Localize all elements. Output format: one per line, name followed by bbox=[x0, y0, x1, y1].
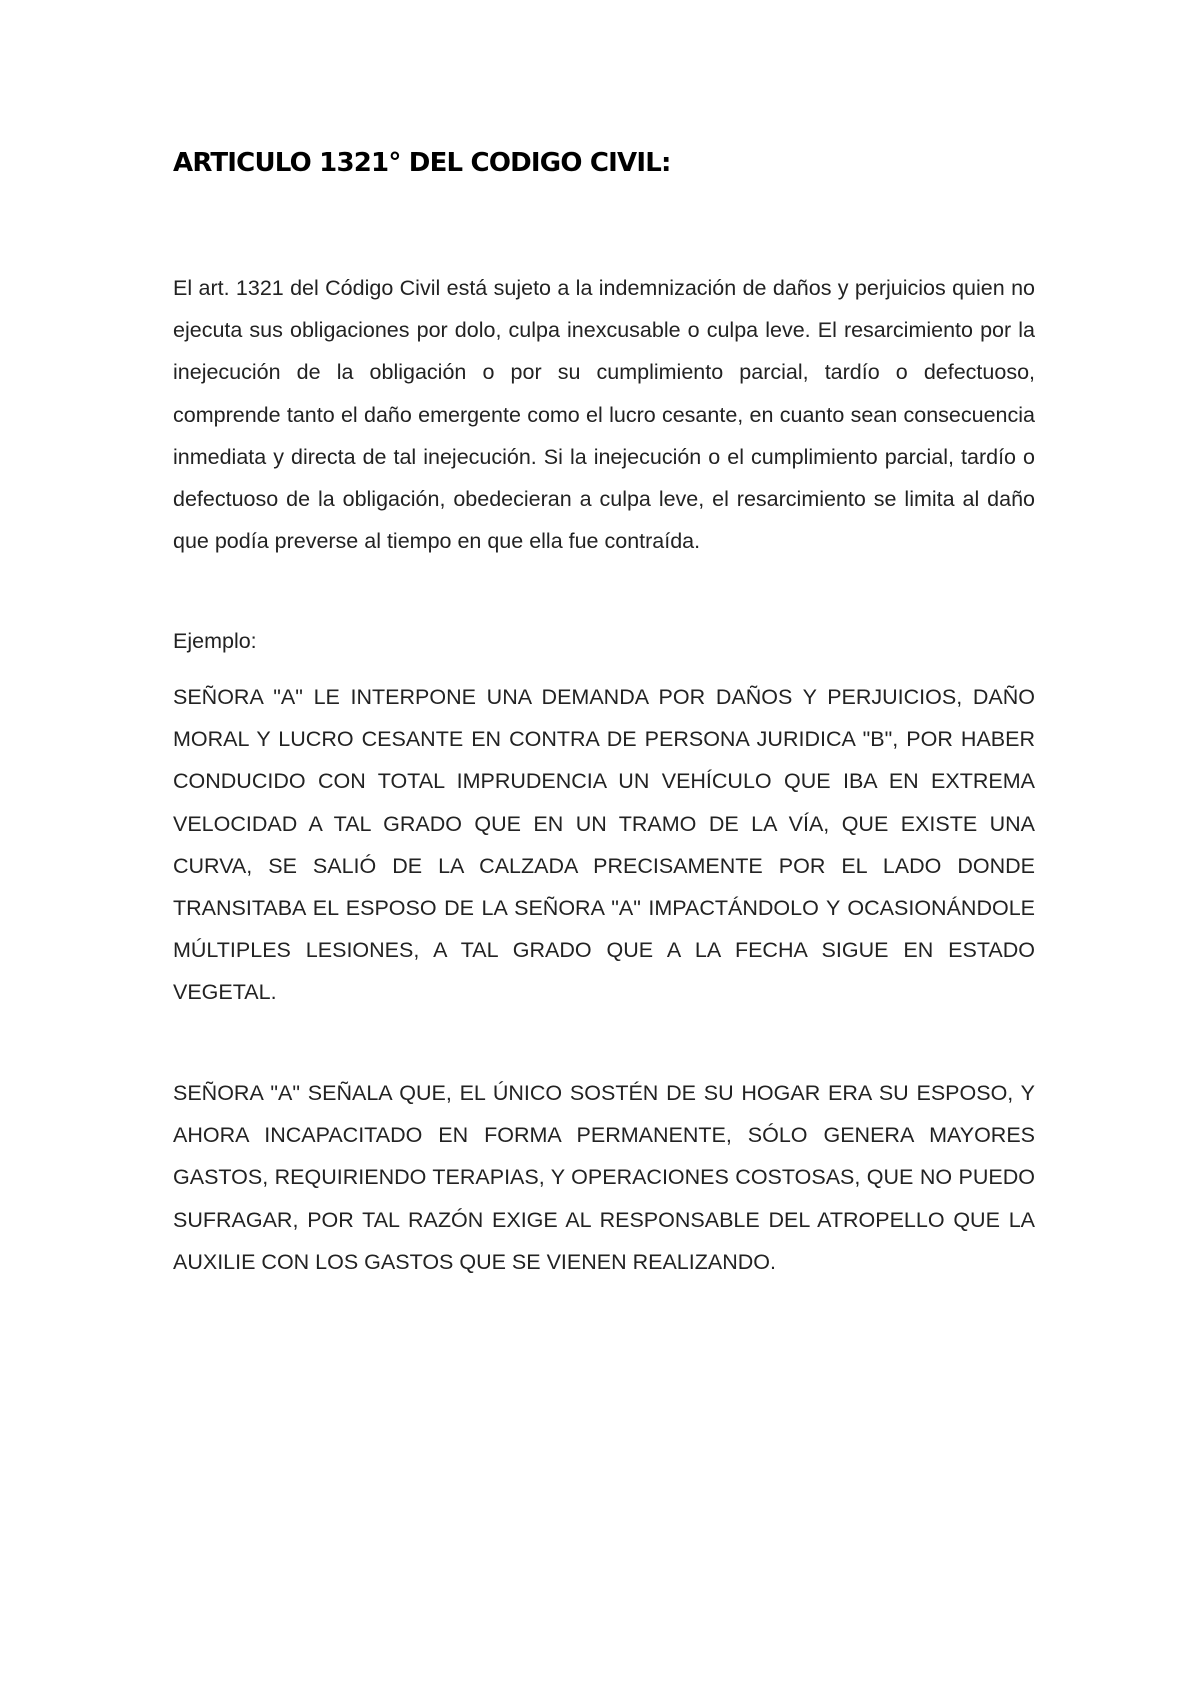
paragraph-example-case: SEÑORA "A" LE INTERPONE UNA DEMANDA POR DAÑOS Y PERJUICIOS, DAÑO MORAL Y LUCRO CESANTE EN CONTRA DE PERSONA JURIDICA "B", POR HABER CONDUCIDO CON TOTAL IMPRUDENCIA UN VEHÍCULO QUE IBA EN EXTREMA VELOCIDAD A TAL GRADO QUE EN UN TRAMO DE LA VÍA, QUE EXISTE UNA CURVA, SE SALIÓ DE LA CALZADA PRECISAMENTE POR EL LADO DONDE TRANSITABA EL ESPOSO DE LA SEÑORA "A" IMPACTÁNDOLO Y OCASIONÁNDOLE MÚLTIPLES LESIONES, A TAL GRADO QUE A LA FECHA SIGUE EN ESTADO VEGETAL. bbox=[173, 685, 1035, 1005]
page-title: ARTICULO 1321° DEL CODIGO CIVIL: bbox=[173, 148, 671, 178]
paragraph-example-claim: SEÑORA "A" SEÑALA QUE, EL ÚNICO SOSTÉN DE SU HOGAR ERA SU ESPOSO, Y AHORA INCAPACITADO EN FORMA PERMANENTE, SÓLO GENERA MAYORES GASTOS, REQUIRIENDO TERAPIAS, Y OPERACIONES COSTOSAS, QUE NO PUEDO SUFRAGAR, POR TAL RAZÓN EXIGE AL RESPONSABLE DEL ATROPELLO QUE LA AUXILIE CON LOS GASTOS QUE SE VIENEN REALIZANDO. bbox=[173, 1081, 1035, 1274]
paragraph-example-label: Ejemplo: bbox=[173, 629, 257, 653]
paragraph-article-description: El art. 1321 del Código Civil está sujeto a la indemnización de daños y perjuicios quien no ejecuta sus obligaciones por dolo, culpa inexcusable o culpa leve. El resarcimiento por la inejecución de la obligación o por su cumplimiento parcial, tardío o defectuoso, comprende tanto el daño emergente como el lucro cesante, en cuanto sean consecuencia inmediata y directa de tal inejecución. Si la inejecución o el cumplimiento parcial, tardío o defectuoso de la obligación, obedecieran a culpa leve, el resarcimiento se limita al daño que podía preverse al tiempo en que ella fue contraída. bbox=[173, 276, 1035, 554]
